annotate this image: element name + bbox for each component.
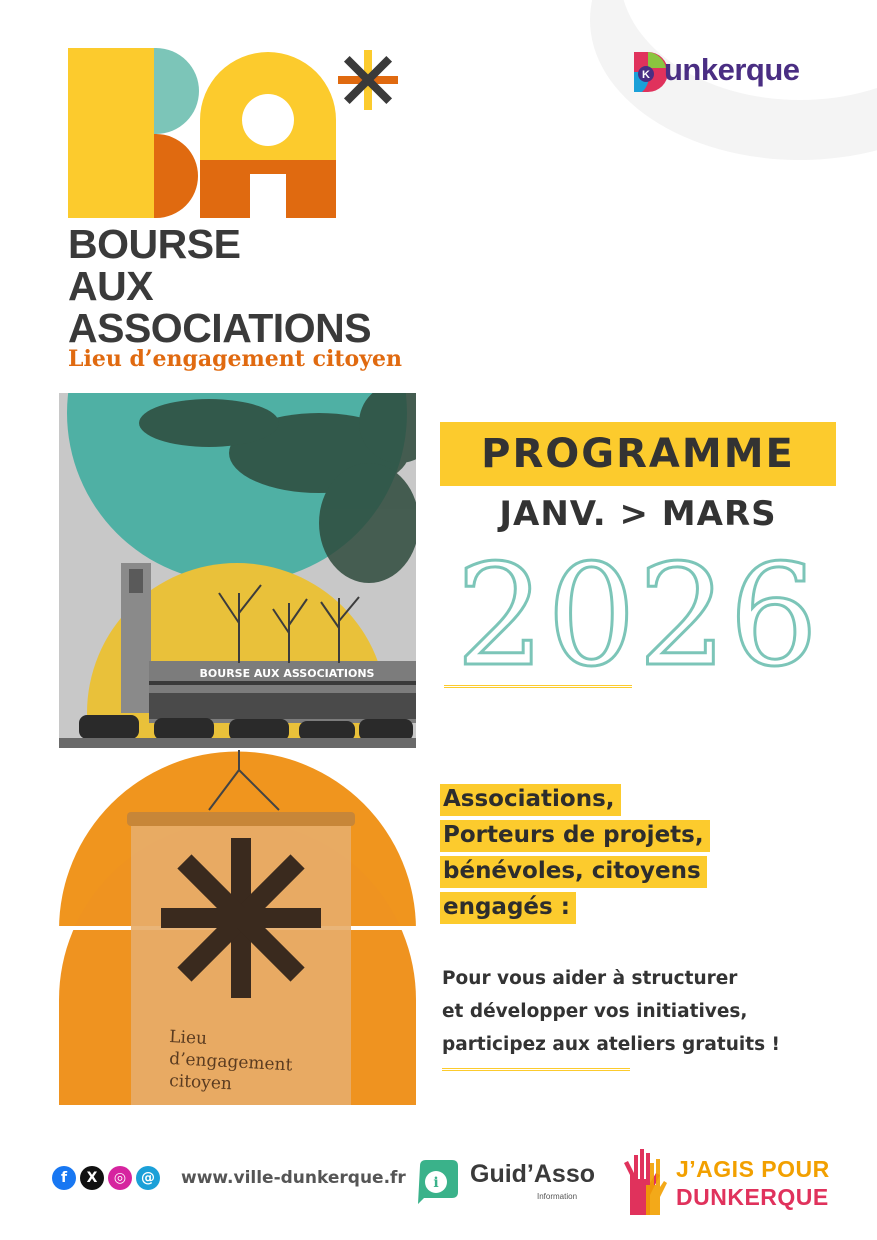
building-sign: BOURSE AUX ASSOCIATIONS (199, 667, 375, 680)
dunkerque-logo-text: unkerque (664, 52, 800, 87)
svg-text:i: i (433, 1175, 439, 1191)
description-line-2: et développer vos initiatives, (442, 1001, 748, 1022)
programme-year: 2026 (455, 538, 821, 678)
banner-photo-illustration (59, 750, 416, 1105)
guid-asso-logo-icon (414, 1156, 464, 1206)
facebook-icon[interactable]: f (52, 1166, 76, 1190)
banner-text-line1: Lieu (168, 1027, 208, 1049)
banner-text-line2: d’engagement (168, 1049, 293, 1076)
jagis-line1: J’AGIS POUR (676, 1156, 830, 1182)
programme-period: JANV. > MARS (499, 494, 777, 534)
logo-tagline: Lieu d’engagement citoyen (68, 346, 402, 372)
audience-line-2: Porteurs de projets, (440, 820, 710, 852)
programme-heading: PROGRAMME (481, 431, 795, 477)
dunkerque-badge-letter: K (642, 69, 650, 81)
audience-block (440, 784, 710, 928)
dunkerque-logo-icon (632, 50, 668, 96)
description-line-3: participez aux ateliers gratuits ! (442, 1034, 780, 1055)
instagram-icon[interactable]: ◎ (108, 1166, 132, 1190)
building-photo (59, 393, 416, 748)
jagis-hands-icon (622, 1145, 670, 1215)
jagis-line2: DUNKERQUE (676, 1184, 829, 1210)
description-line-1: Pour vous aider à structurer (442, 968, 738, 989)
programme-year-graphic (440, 538, 836, 678)
audience-line-1: Associations, (440, 784, 621, 816)
logo-line-bourse: BOURSE (68, 221, 241, 267)
guid-asso-name: Guid’Asso (470, 1160, 596, 1188)
x-icon[interactable]: X (80, 1166, 104, 1190)
audience-line-3: bénévoles, citoyens (440, 856, 707, 888)
audience-line-4: engagés : (440, 892, 576, 924)
threads-icon[interactable]: @ (136, 1166, 160, 1190)
banner-text-line3: citoyen (168, 1071, 233, 1095)
website-link[interactable]: www.ville-dunkerque.fr (181, 1168, 406, 1188)
ba-logo-icon (68, 48, 408, 218)
guid-asso-subtitle: Information (537, 1192, 578, 1201)
banner-photo (59, 750, 416, 1105)
description-block (442, 962, 780, 1061)
logo-line-aux: AUX (68, 263, 154, 309)
divider-bottom (442, 1068, 630, 1071)
divider-top (444, 685, 632, 688)
logo-line-associations: ASSOCIATIONS (68, 305, 372, 351)
building-photo-illustration (59, 393, 416, 748)
